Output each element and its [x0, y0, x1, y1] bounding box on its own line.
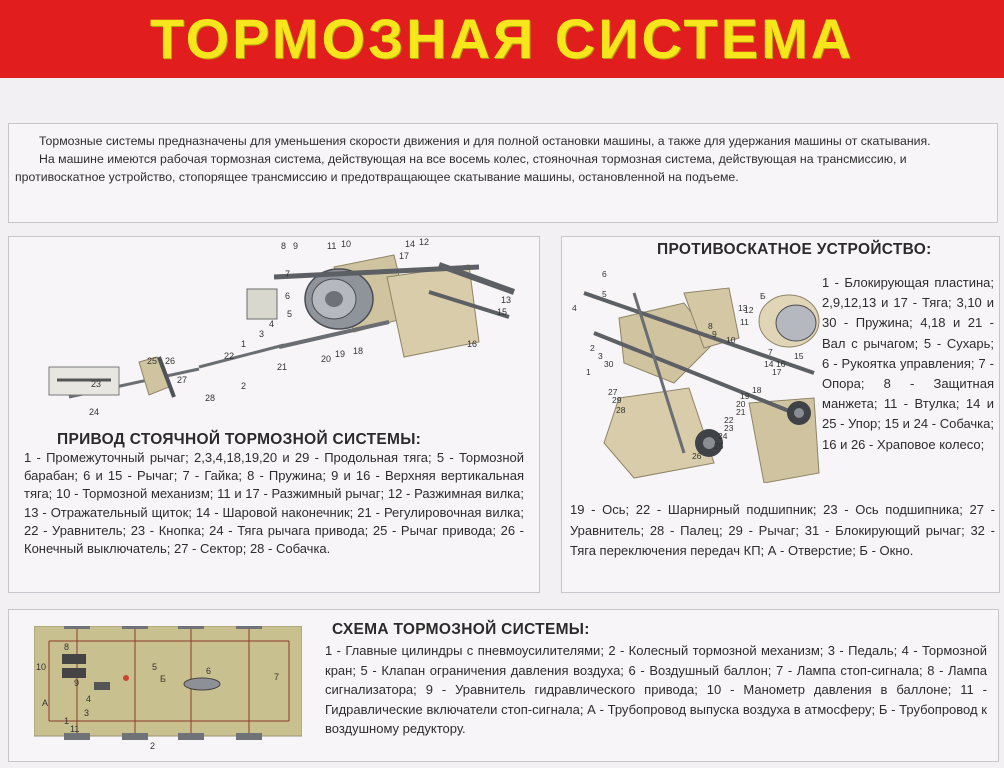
svg-text:4: 4	[572, 303, 577, 313]
svg-text:1: 1	[586, 367, 591, 377]
page-title: ТОРМОЗНАЯ СИСТЕМА	[149, 7, 855, 70]
svg-text:4: 4	[86, 694, 92, 704]
svg-text:1: 1	[241, 339, 247, 349]
svg-text:20: 20	[736, 399, 746, 409]
svg-text:23: 23	[91, 379, 102, 389]
svg-text:3: 3	[598, 351, 603, 361]
svg-text:27: 27	[177, 375, 188, 385]
svg-text:21: 21	[736, 407, 746, 417]
svg-text:26: 26	[165, 356, 176, 366]
scheme-panel	[8, 609, 999, 762]
antiroll-title: ПРОТИВОСКАТНОЕ УСТРОЙСТВО:	[657, 241, 932, 258]
svg-text:6: 6	[285, 291, 291, 301]
svg-text:17: 17	[399, 251, 410, 261]
svg-text:7: 7	[768, 347, 773, 357]
svg-text:11: 11	[70, 724, 80, 734]
svg-text:3: 3	[259, 329, 265, 339]
svg-text:9: 9	[293, 241, 299, 251]
svg-text:1: 1	[64, 716, 70, 726]
scheme-title: СХЕМА ТОРМОЗНОЙ СИСТЕМЫ:	[332, 621, 590, 638]
svg-text:23: 23	[724, 423, 734, 433]
svg-text:12: 12	[744, 305, 754, 315]
svg-text:6: 6	[206, 666, 212, 676]
brake-scheme-diagram	[34, 626, 302, 751]
svg-text:25: 25	[147, 356, 158, 366]
svg-text:22: 22	[724, 415, 734, 425]
svg-text:9: 9	[712, 329, 717, 339]
svg-text:16: 16	[467, 339, 478, 349]
svg-text:10: 10	[36, 662, 47, 672]
svg-text:12: 12	[419, 237, 430, 247]
svg-text:29: 29	[612, 395, 622, 405]
svg-text:18: 18	[353, 346, 364, 356]
svg-text:8: 8	[64, 642, 70, 652]
svg-text:5: 5	[602, 289, 607, 299]
svg-text:15: 15	[497, 307, 508, 317]
header-banner	[0, 0, 1004, 78]
svg-text:2: 2	[590, 343, 595, 353]
svg-text:7: 7	[274, 672, 280, 682]
svg-text:9: 9	[74, 678, 80, 688]
svg-text:24: 24	[89, 407, 100, 417]
intro-paragraph-2: На машине имеются рабочая тормозная система, действующая на все восемь колес, стояночная тормозная система, действующая на трансмиссию, и противоскатное устройство, стопорящее трансмиссию и предотвращающее скатывание машины, остановленной на подъеме.	[15, 152, 907, 184]
svg-text:8: 8	[281, 241, 287, 251]
parking-brake-title: ПРИВОД СТОЯЧНОЙ ТОРМОЗНОЙ СИСТЕМЫ:	[57, 431, 422, 448]
parking-brake-diagram	[9, 237, 539, 422]
antiroll-diagram	[564, 263, 820, 483]
svg-text:5: 5	[287, 309, 293, 319]
svg-text:10: 10	[341, 239, 352, 249]
svg-text:14: 14	[405, 239, 416, 249]
svg-text:6: 6	[602, 269, 607, 279]
svg-text:26: 26	[692, 451, 702, 461]
intro-paragraph-1: Тормозные системы предназначены для уменьшения скорости движения и для полной остановки машины, а также для удержания машины от скатывания.	[39, 134, 931, 148]
svg-text:13: 13	[738, 303, 748, 313]
svg-text:18: 18	[752, 385, 762, 395]
svg-text:A: A	[42, 698, 49, 708]
svg-text:17: 17	[772, 367, 782, 377]
svg-text:7: 7	[285, 269, 291, 279]
intro-panel	[8, 123, 998, 223]
svg-text:2: 2	[241, 381, 247, 391]
svg-text:2: 2	[150, 741, 156, 751]
svg-text:5: 5	[152, 662, 158, 672]
svg-text:19: 19	[335, 349, 346, 359]
svg-text:8: 8	[708, 321, 713, 331]
scheme-legend: 1 - Главные цилиндры с пневмоусилителями; 2 - Колесный тормозной механизм; 3 - Педаль; 4 - Тормозной кран; 5 - Клапан ограничения давления воздуха; 6 - Воздушный баллон; 7 - Лампа стоп-сигнала; 8 - Лампа сигнализатора; 9 - Уравнитель гидравлического привода; 10 - Манометр давления в баллоне; 11 - Гидравлические включатели стоп-сигнала; А - Трубопровод выпуска воздуха в атмосферу; Б - Трубопровод к воздушному редуктору.	[325, 643, 987, 737]
antiroll-legend-bottom: 19 - Ось; 22 - Шарнирный подшипник; 23 - Ось подшипника; 27 - Уравнитель; 28 - Палец; 29 - Рычаг; 31 - Блокирующий рычаг; 32 - Тяга переключения передач КП; А - Отверстие; Б - Окно.	[570, 502, 995, 558]
svg-text:13: 13	[501, 295, 512, 305]
svg-text:20: 20	[321, 354, 332, 364]
parking-brake-legend: 1 - Промежуточный рычаг; 2,3,4,18,19,20 и 29 - Продольная тяга; 5 - Тормозной барабан; 6 и 15 - Рычаг; 7 - Гайка; 8 - Пружина; 9 и 16 - Верхняя вертикальная тяга; 10 - Тормозной механизм; 11 и 17 - Разжимный рычаг; 12 - Разжимная вилка; 13 - Отражательный щиток; 14 - Шаровой наконечник; 21 - Регулировочная вилка; 22 - Уравнитель; 23 - Кнопка; 24 - Тяга рычага привода; 25 - Рычаг привода; 26 - Конечный выключатель; 27 - Сектор; 28 - Собачка.	[24, 450, 524, 557]
svg-text:21: 21	[277, 362, 288, 372]
svg-text:27: 27	[608, 387, 618, 397]
svg-text:10: 10	[726, 335, 736, 345]
svg-text:28: 28	[205, 393, 216, 403]
svg-text:16: 16	[776, 359, 786, 369]
antiroll-panel	[561, 236, 1000, 593]
svg-text:11: 11	[327, 241, 337, 251]
svg-text:19: 19	[740, 391, 750, 401]
svg-text:25: 25	[714, 441, 724, 451]
svg-text:4: 4	[269, 319, 275, 329]
antiroll-legend-side: 1 - Блокирующая пластина; 2,9,12,13 и 17 - Тяга; 3,10 и 30 - Пружина; 4,18 и 21 - Вал с рычагом; 5 - Сухарь; 6 - Рукоятка управления; 7 - Опора; 8 - Защитная манжета; 11 - Втулка; 14 и 25 - Упор; 15 и 24 - Собачка; 16 и 26 - Храповое колесо;	[822, 275, 994, 452]
svg-text:11: 11	[740, 317, 749, 327]
svg-text:30: 30	[604, 359, 614, 369]
svg-text:28: 28	[616, 405, 626, 415]
parking-brake-panel	[8, 236, 540, 593]
svg-text:22: 22	[224, 351, 235, 361]
svg-text:24: 24	[718, 431, 728, 441]
svg-text:3: 3	[84, 708, 90, 718]
svg-text:15: 15	[794, 351, 804, 361]
svg-text:Б: Б	[760, 291, 766, 301]
svg-text:14: 14	[764, 359, 774, 369]
svg-text:Б: Б	[160, 674, 166, 684]
